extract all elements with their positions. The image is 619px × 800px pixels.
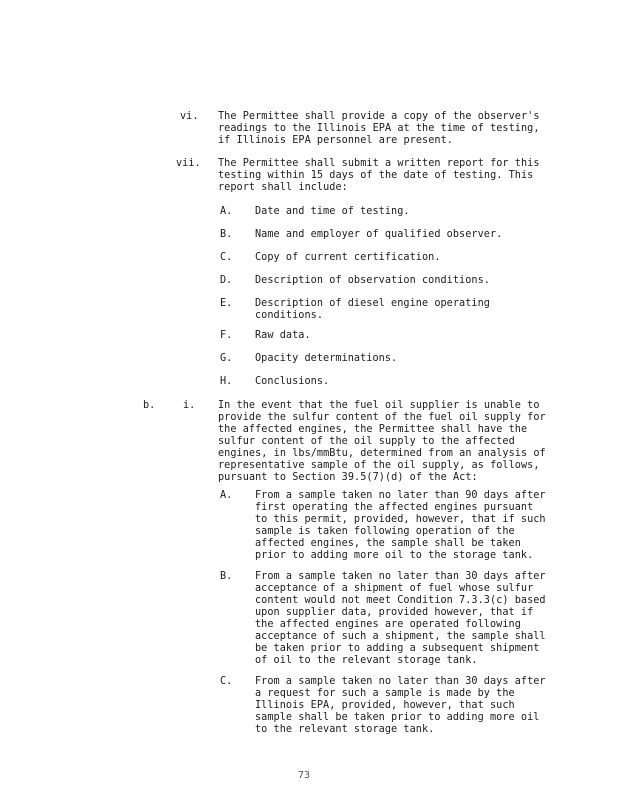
text-line: prior to adding more oil to the storage tank.	[255, 550, 534, 561]
list-letter: B.	[220, 571, 233, 582]
item-number-i: i.	[183, 400, 196, 411]
list-letter: A.	[220, 206, 233, 217]
page-number: 73	[298, 770, 311, 781]
item-number-vii: vii.	[176, 158, 201, 169]
text-line: sample is taken following operation of the	[255, 526, 515, 537]
list-item-text: Opacity determinations.	[255, 353, 398, 364]
text-line: first operating the affected engines pursuant	[255, 502, 534, 513]
text-line: provide the sulfur content of the fuel oil supply for	[218, 412, 546, 423]
text-line: testing within 15 days of the date of testing. This	[218, 170, 534, 181]
list-item-text: Name and employer of qualified observer.	[255, 229, 503, 240]
text-line: Illinois EPA, provided, however, that such	[255, 700, 515, 711]
text-line: The Permittee shall provide a copy of the observer's	[218, 111, 540, 122]
text-line: conditions.	[255, 310, 324, 321]
sample-item-text	[255, 490, 546, 562]
list-letter: C.	[220, 252, 233, 263]
list-letter: C.	[220, 676, 233, 687]
text-line: content would not meet Condition 7.3.3(c) based	[255, 595, 546, 606]
paragraph-vii	[218, 158, 540, 194]
list-item-text: Copy of current certification.	[255, 252, 441, 263]
list-letter: H.	[220, 376, 233, 387]
text-line: affected engines, the sample shall be taken	[255, 538, 521, 549]
sample-item-text	[255, 571, 546, 667]
text-line: From a sample taken no later than 90 days after	[255, 490, 546, 501]
list-letter: D.	[220, 275, 233, 286]
item-number-vi: vi.	[180, 111, 199, 122]
text-line: be taken prior to adding a subsequent shipment	[255, 643, 540, 654]
text-line: sulfur content of the oil supply to the affected	[218, 436, 515, 447]
text-line: to this permit, provided, however, that if such	[255, 514, 546, 525]
text-line: representative sample of the oil supply, as follows,	[218, 460, 540, 471]
list-item-text: Raw data.	[255, 330, 311, 341]
text-line: engines, in lbs/mmBtu, determined from an analysis of	[218, 448, 546, 459]
text-line: acceptance of such a shipment, the sample shall	[255, 631, 546, 642]
list-item-text: Conclusions.	[255, 376, 330, 387]
text-line: report shall include:	[218, 182, 348, 193]
text-line: to the relevant storage tank.	[255, 724, 435, 735]
list-item-text	[255, 298, 490, 322]
list-letter: G.	[220, 353, 233, 364]
text-line: sample shall be taken prior to adding more oil	[255, 712, 540, 723]
paragraph-b-i	[218, 400, 546, 484]
text-line: the affected engines are operated following	[255, 619, 521, 630]
text-line: if Illinois EPA personnel are present.	[218, 135, 453, 146]
text-line: pursuant to Section 39.5(7)(d) of the Act:	[218, 472, 478, 483]
list-letter: A.	[220, 490, 233, 501]
text-line: of oil to the relevant storage tank.	[255, 655, 478, 666]
section-letter-b: b.	[143, 400, 156, 411]
paragraph-vi	[218, 111, 540, 147]
text-line: Description of diesel engine operating	[255, 298, 490, 309]
text-line: From a sample taken no later than 30 days after	[255, 676, 546, 687]
text-line: upon supplier data, provided however, that if	[255, 607, 534, 618]
text-line: From a sample taken no later than 30 days after	[255, 571, 546, 582]
list-letter: B.	[220, 229, 233, 240]
list-letter: E.	[220, 298, 233, 309]
text-line: a request for such a sample is made by the	[255, 688, 515, 699]
list-item-text: Date and time of testing.	[255, 206, 410, 217]
text-line: acceptance of a shipment of fuel whose sulfur	[255, 583, 534, 594]
sample-item-text	[255, 676, 546, 736]
text-line: The Permittee shall submit a written report for this	[218, 158, 540, 169]
list-item-text: Description of observation conditions.	[255, 275, 490, 286]
text-line: readings to the Illinois EPA at the time of testing,	[218, 123, 540, 134]
list-letter: F.	[220, 330, 233, 341]
text-line: In the event that the fuel oil supplier is unable to	[218, 400, 540, 411]
text-line: the affected engines, the Permittee shall have the	[218, 424, 528, 435]
